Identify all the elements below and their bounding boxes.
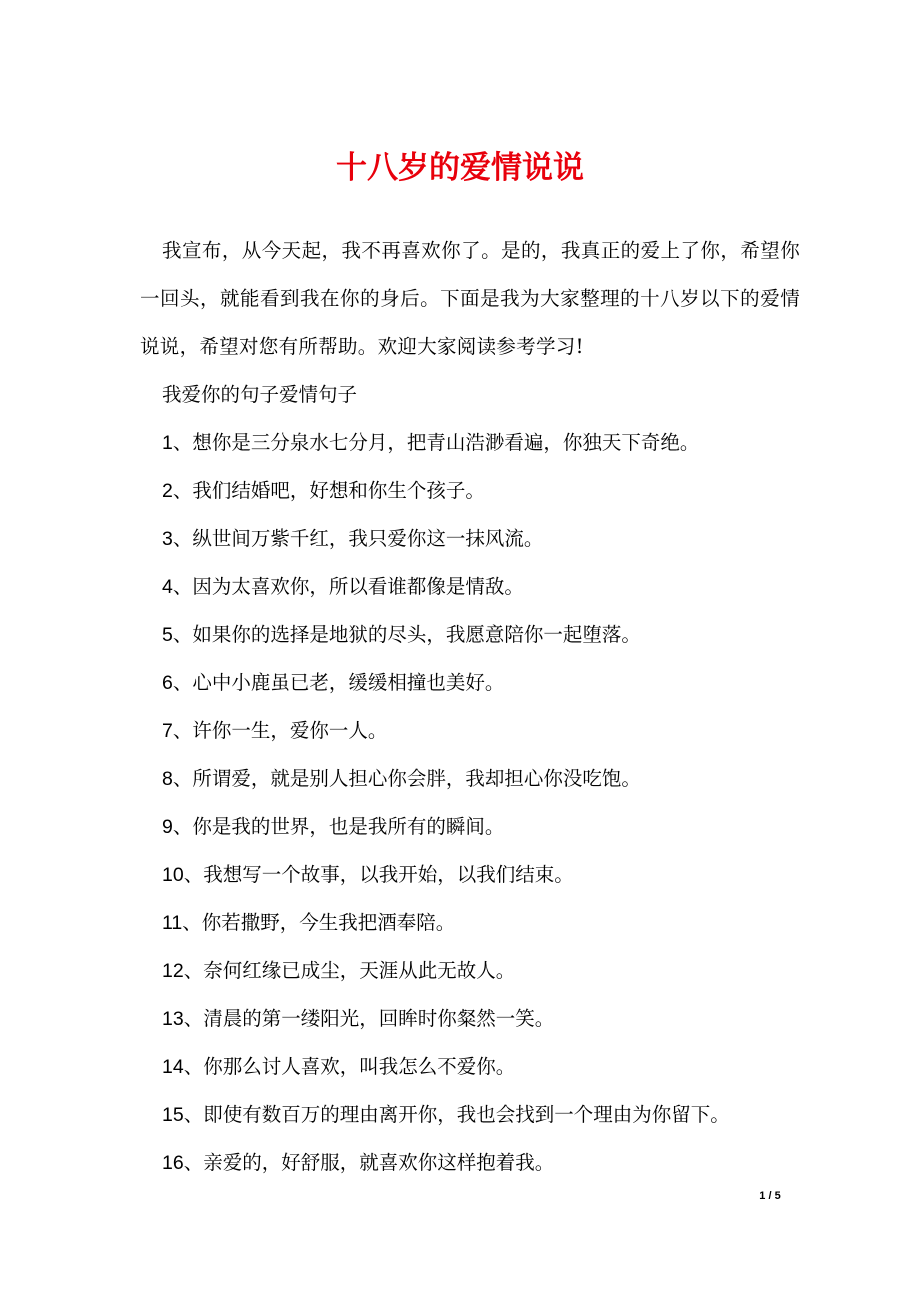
list-item — [140, 1043, 800, 1091]
list-item — [140, 611, 800, 659]
list-item — [140, 515, 800, 563]
item-text: 、我想写一个故事，以我开始，以我们结束。 — [183, 863, 574, 886]
list-item — [140, 947, 800, 995]
item-text: 、清晨的第一缕阳光，回眸时你粲然一笑。 — [183, 1007, 555, 1030]
item-text: 、亲爱的，好舒服，就喜欢你这样抱着我。 — [183, 1151, 555, 1174]
page-title: 十八岁的爱情说说 — [336, 150, 584, 186]
list-item — [140, 707, 800, 755]
list-item — [140, 803, 800, 851]
item-number: 1 — [162, 432, 173, 454]
intro-paragraph: 我宣布，从今天起，我不再喜欢你了。是的，我真正的爱上了你，希望你一回头，就能看到我在你的身后。下面是我为大家整理的十八岁以下的爱情说说，希望对您有所帮助。欢迎大家阅读参考学习! — [140, 239, 800, 358]
item-number: 12 — [162, 960, 184, 982]
list-item — [140, 419, 800, 467]
item-text: 、所谓爱，就是别人担心你会胖，我却担心你没吃饱。 — [172, 767, 641, 790]
section-subtitle: 我爱你的句子爱情句子 — [162, 383, 358, 406]
document-body — [140, 227, 800, 1187]
item-number: 6 — [162, 672, 173, 694]
item-text: 、奈何红缘已成尘，天涯从此无故人。 — [183, 959, 516, 982]
list-item — [140, 851, 800, 899]
item-text: 、你若撒野，今生我把酒奉陪。 — [182, 911, 456, 934]
list-item — [140, 899, 800, 947]
item-text: 、心中小鹿虽已老，缓缓相撞也美好。 — [172, 671, 505, 694]
page-number: 1 / 5 — [759, 1190, 781, 1202]
list-item — [140, 995, 800, 1043]
item-text: 、纵世间万紫千红，我只爱你这一抹风流。 — [172, 527, 544, 550]
list-item — [140, 755, 800, 803]
list-item — [140, 467, 800, 515]
item-number: 16 — [162, 1152, 184, 1174]
item-number: 14 — [162, 1056, 184, 1078]
item-number: 2 — [162, 480, 173, 502]
item-text: 、想你是三分泉水七分月，把青山浩渺看遍，你独天下奇绝。 — [172, 431, 700, 454]
item-number: 8 — [162, 768, 173, 790]
item-text: 、如果你的选择是地狱的尽头，我愿意陪你一起堕落。 — [172, 623, 641, 646]
item-number: 9 — [162, 816, 173, 838]
list-item — [140, 659, 800, 707]
item-number: 3 — [162, 528, 173, 550]
item-number: 10 — [162, 864, 184, 886]
item-text: 、你是我的世界，也是我所有的瞬间。 — [172, 815, 505, 838]
list-item — [140, 563, 800, 611]
item-number: 7 — [162, 720, 173, 742]
item-text: 、因为太喜欢你，所以看谁都像是情敌。 — [172, 575, 524, 598]
item-text: 、你那么讨人喜欢，叫我怎么不爱你。 — [183, 1055, 516, 1078]
item-number: 13 — [162, 1008, 184, 1030]
item-number: 4 — [162, 576, 173, 598]
list-item — [140, 1139, 800, 1187]
list-item — [140, 1091, 800, 1139]
item-text: 、我们结婚吧，好想和你生个孩子。 — [172, 479, 485, 502]
item-text: 、即使有数百万的理由离开你，我也会找到一个理由为你留下。 — [183, 1103, 730, 1126]
item-text: 、许你一生，爱你一人。 — [172, 719, 388, 742]
item-number: 11 — [162, 912, 183, 934]
item-number: 15 — [162, 1104, 184, 1126]
sentence-list — [140, 419, 800, 1187]
item-number: 5 — [162, 624, 173, 646]
